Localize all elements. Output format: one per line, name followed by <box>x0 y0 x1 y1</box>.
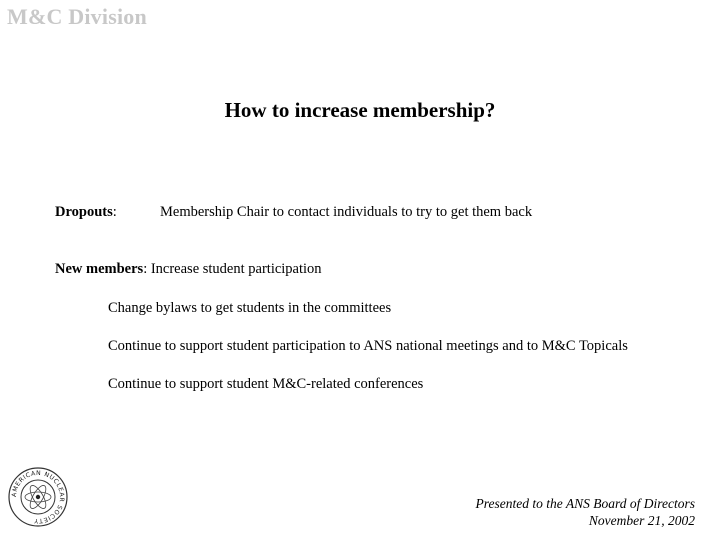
dropouts-colon: : <box>112 204 117 220</box>
footer-note <box>476 495 695 529</box>
dropouts-text: Membership Chair to contact individuals to try to get them back <box>160 204 533 220</box>
footer-line-presented: Presented to the ANS Board of Directors <box>475 496 695 511</box>
dropouts-label: Dropouts <box>55 204 113 220</box>
division-header: M&C Division <box>7 4 147 29</box>
logo-ring-text: AMERICAN NUCLEAR SOCIETY <box>10 469 66 525</box>
sub-item-conferences: Continue to support student M&C-related conferences <box>108 376 424 392</box>
ans-logo-icon <box>8 467 68 527</box>
footer-line-date: November 21, 2002 <box>588 513 695 528</box>
ans-seal-svg <box>8 467 68 527</box>
new-members-row <box>55 261 322 278</box>
new-members-text: : Increase student participation <box>143 261 322 277</box>
sub-item-bylaws: Change bylaws to get students in the committees <box>108 300 392 316</box>
sub-item-national-meetings: Continue to support student participation to ANS national meetings and to M&C Topicals <box>108 338 628 354</box>
dropouts-label-row <box>55 204 117 221</box>
slide-title: How to increase membership? <box>224 98 496 122</box>
new-members-label: New members <box>55 261 144 277</box>
